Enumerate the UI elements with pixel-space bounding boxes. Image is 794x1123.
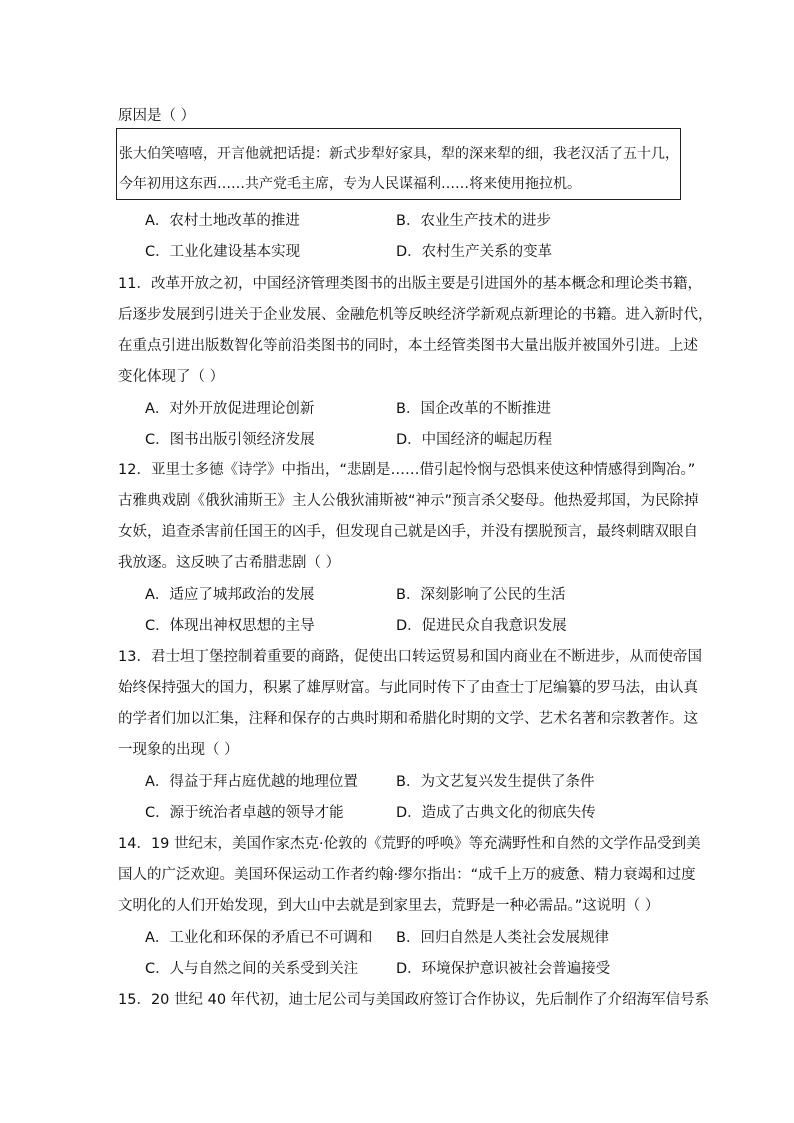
q11-stem-line: 后逐步发展到引进关于企业发展、金融危机等反映经济学新观点新理论的书籍。进入新时代， [118,307,713,323]
q14-stem-line: 国人的广泛欢迎。美国环保运动工作者约翰·缪尔指出：“成千上万的疲惫、精力衰竭和过度 [118,867,696,883]
q11-option-d: D．中国经济的崛起历程 [396,432,553,448]
q11-stem-line: 变化体现了（ ） [118,369,225,385]
q11-stem-line: 在重点引进出版数智化等前沿类图书的同时，本土经管类图书大量出版并被国外引进。上述 [118,338,698,354]
q13-option-b: B．为文艺复兴发生提供了条件 [396,774,595,790]
q14-option-d: D．环境保护意识被社会普遍接受 [396,961,611,977]
q12-option-d: D．促进民众自我意识发展 [396,618,567,634]
q11-option-a: A．对外开放促进理论创新 [145,401,315,417]
q12-option-b: B．深刻影响了公民的生活 [396,587,566,603]
q13-option-d: D．造成了古典文化的彻底失传 [396,805,596,821]
q13-stem-line: 一现象的出现（ ） [118,742,239,758]
q14-option-b: B．回归自然是人类社会发展规律 [396,930,609,946]
q15-stem-line: 15．20 世纪 40 年代初，迪士尼公司与美国政府签订合作协议，先后制作了介绍海军信号系 [118,992,710,1008]
quote-line: 张大伯笑嘻嘻，开言他就把话提：新式步犁好家具，犁的深来犁的细，我老汉活了五十几， [119,146,679,162]
question-10-stem-tail: 原因是（ ） [118,108,196,124]
q13-stem-line: 始终保持强大的国力，积累了雄厚财富。与此同时传下了由查士丁尼编纂的罗马法，由认真 [118,680,698,696]
quote-line: 今年初用这东西……共产党毛主席，专为人民谋福利……将来使用拖拉机。 [119,176,581,192]
q11-stem-line: 11．改革开放之初，中国经济管理类图书的出版主要是引进国外的基本概念和理论类书籍， [118,276,702,292]
q12-stem-line: 我放逐。这反映了古希腊悲剧（ ） [118,555,341,571]
q11-option-b: B．国企改革的不断推进 [396,401,551,417]
q12-option-a: A．适应了城邦政治的发展 [145,587,315,603]
q12-stem-line: 古雅典戏剧《俄狄浦斯王》主人公俄狄浦斯被“神示”预言杀父娶母。他热爱邦国，为民除掉 [118,493,699,509]
q10-option-a: A．农村土地改革的推进 [145,213,300,229]
q14-option-c: C．人与自然之间的关系受到关注 [145,961,359,977]
quote-box [116,128,681,200]
q10-option-c: C．工业化建设基本实现 [145,244,301,260]
q14-stem-line: 14．19 世纪末，美国作家杰克·伦敦的《荒野的呼唤》等充满野性和自然的文学作品受到美 [118,836,701,852]
q13-option-a: A．得益于拜占庭优越的地理位置 [145,774,358,790]
q11-option-c: C．图书出版引领经济发展 [145,432,315,448]
q12-stem-line: 12．亚里士多德《诗学》中指出，“悲剧是……借引起怜悯与恐惧来使这种情感得到陶冶。” [118,462,696,478]
q10-option-b: B．农业生产技术的进步 [396,213,551,229]
q14-stem-line: 文明化的人们开始发现，到大山中去就是到家里去，荒野是一种必需品。”这说明（ ） [118,898,660,914]
q13-stem-line: 13．君士坦丁堡控制着重要的商路，促使出口转运贸易和国内商业在不断进步，从而使帝国 [118,649,702,665]
q13-stem-line: 的学者们加以汇集，注释和保存的古典时期和希腊化时期的文学、艺术名著和宗教著作。这 [118,711,698,727]
q14-option-a: A．工业化和环保的矛盾已不可调和 [145,930,373,946]
q13-option-c: C．源于统治者卓越的领导才能 [145,805,344,821]
q12-option-c: C．体现出神权思想的主导 [145,618,315,634]
q10-option-d: D．农村生产关系的变革 [396,244,553,260]
q12-stem-line: 女妖，追查杀害前任国王的凶手，但发现自己就是凶手，并没有摆脱预言，最终刺瞎双眼自 [118,524,698,540]
